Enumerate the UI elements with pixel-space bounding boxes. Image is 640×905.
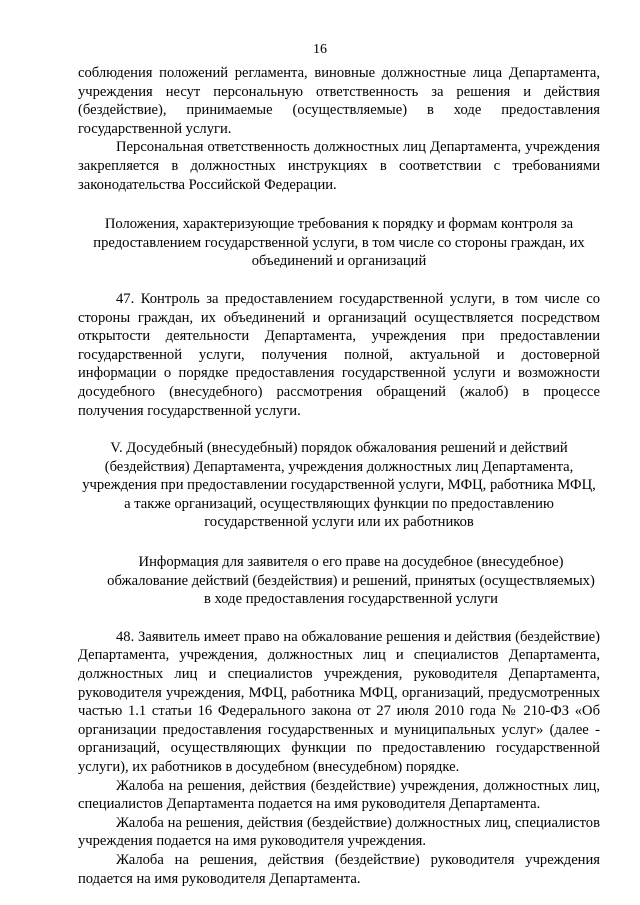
paragraph-48: 48. Заявитель имеет право на обжалование решения и действия (бездействие) Департамента, учреждения, должностных лиц и специалистов Департамента, должностных лиц и специалистов учреждения, руководителя Департамента, руководителя учреждения, МФЦ, работника МФЦ, организаций, предусмотренных частью 1.1 статьи 16 Федерального закона от 27 июля 2010 года № 210-ФЗ «Об организации предоставления государственных и муниципальных услуг» (далее - организаций, осуществляющих функции по предоставлению государственной услуги), их работников в досудебном (внесудебном) порядке. [78, 628, 600, 775]
paragraph-47: 47. Контроль за предоставлением государственной услуги, в том числе со стороны граждан, их объединений и организаций осуществляется посредством открытости деятельности Департамента, учреждения при предоставлении государственной услуги, получения полной, актуальной и достоверной информации о порядке предоставления государственной услуги и возможности досудебного (внесудебного) рассмотрения обращений (жалоб) в процессе получения государственной услуги. [78, 290, 600, 419]
section-heading-control: Положения, характеризующие требования к порядку и формам контроля за предоставлением государственной услуги, в том числе со стороны граждан, их объединений и организаций [93, 216, 585, 270]
page-number: 16 [313, 42, 327, 57]
section-heading-info: Информация для заявителя о его праве на досудебное (внесудебное) обжалование действий (бездействия) и решений, принятых (осуществляемых) в ходе предоставления государственной услуги [107, 554, 595, 608]
paragraph-complaint-department: Жалоба на решения, действия (бездействие) учреждения, должностных лиц, специалистов Департамента подается на имя руководителя Департамента. [78, 777, 600, 813]
paragraph-responsibility: Персональная ответственность должностных лиц Департамента, учреждения закрепляется в должностных инструкциях в соответствии с требованиями законодательства Российской Федерации. [78, 139, 600, 193]
chapter-heading-v: V. Досудебный (внесудебный) порядок обжалования решений и действий (бездействия) Департамента, учреждения должностных лиц Департамента, учреждения при предоставлении государственной услуги, МФЦ, работника МФЦ, а также организаций, осуществляющих функции по предоставлению государственной услуги или их работников [82, 440, 596, 531]
paragraph-continuation: соблюдения положений регламента, виновные должностные лица Департамента, учреждения несут персональную ответственность за решения и действия (бездействие), принимаемые (осуществляемые) в ходе предоставления государственной услуги. [78, 65, 600, 137]
page-body [78, 64, 600, 888]
paragraph-complaint-head: Жалоба на решения, действия (бездействие) руководителя учреждения подается на имя руководителя Департамента. [78, 851, 600, 887]
paragraph-complaint-institution: Жалоба на решения, действия (бездействие) должностных лиц, специалистов учреждения подается на имя руководителя учреждения. [78, 814, 600, 850]
